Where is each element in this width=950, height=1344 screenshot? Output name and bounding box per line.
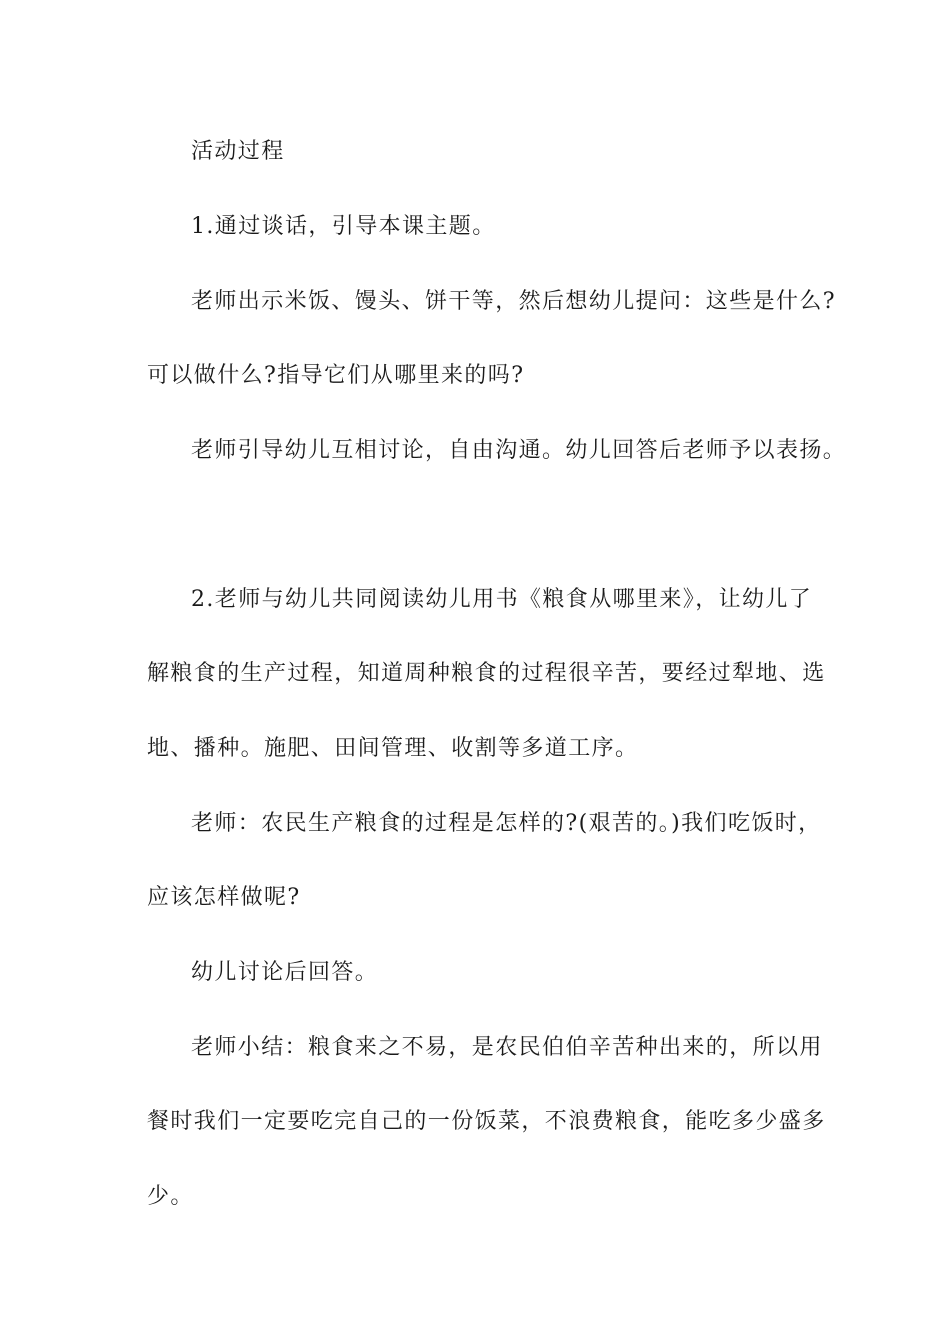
paragraph-line: 老师出示米饭、馒头、饼干等，然后想幼儿提问：这些是什么? <box>191 289 836 314</box>
paragraph-line: 老师小结：粮食来之不易，是农民伯伯辛苦种出来的，所以用 <box>191 1035 823 1060</box>
paragraph-line: 应该怎样做呢? <box>147 885 301 910</box>
paragraph-line: 少。 <box>147 1184 194 1209</box>
paragraph-line: 地、播种。施肥、田间管理、收割等多道工序。 <box>147 736 639 761</box>
paragraph-line: 2.老师与幼儿共同阅读幼儿用书《粮食从哪里来》，让幼儿了 <box>191 587 813 612</box>
paragraph-line: 老师：农民生产粮食的过程是怎样的?(艰苦的。)我们吃饭时， <box>191 811 822 836</box>
paragraph-line: 幼儿讨论后回答。 <box>191 960 379 985</box>
paragraph-line: 餐时我们一定要吃完自己的一份饭菜，不浪费粮食，能吃多少盛多 <box>147 1109 826 1134</box>
paragraph-line: 老师引导幼儿互相讨论，自由沟通。幼儿回答后老师予以表扬。 <box>191 438 847 463</box>
paragraph-line: 1.通过谈话，引导本课主题。 <box>191 214 496 239</box>
section-title: 活动过程 <box>191 139 285 164</box>
paragraph-line: 可以做什么?指导它们从哪里来的吗? <box>147 363 525 388</box>
paragraph-line: 解粮食的生产过程，知道周种粮食的过程很辛苦，要经过犁地、选 <box>147 661 826 686</box>
